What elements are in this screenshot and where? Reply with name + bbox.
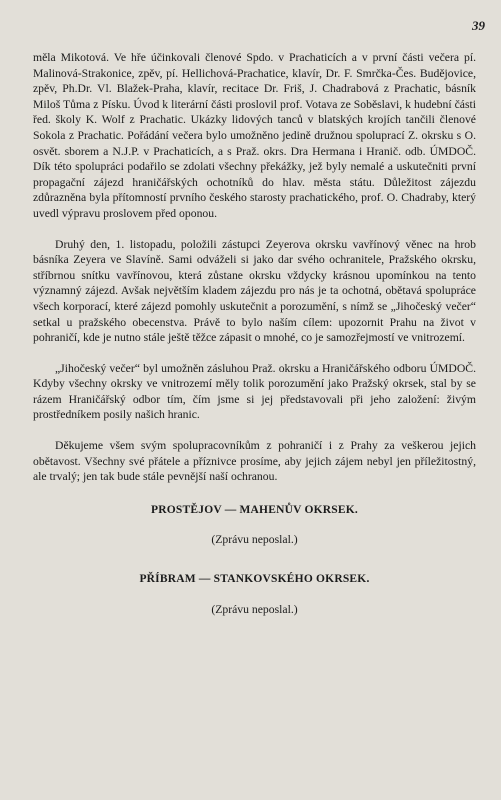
paragraph-1: měla Mikotová. Ve hře účinkovali členové Spdo. v Prachaticích a v první části večera pí. Malinová-Strakonice, zpěv, pí. Hellichová-Prachatice, klavír, Dr. F. Smrčka-Čes. Budějovice, zpěv, Ph.Dr. Vl. Blažek-Praha, klavír, recitace Dr. Friš, J. Chadrabová z Prachatic, básník Miloš Tůma z Písku. Úvod k literární části proslovil prof. Votava ze Soběslavi, k hudební části řed. školy K. Wolf z Prachatic. Ukázky lidových tanců v blatských krojích tančili členové Sokola z Prachatic. Pořádání večera bylo umožněno jedině družnou spoluprací Z. okrsku s O. osvět. sborem a N.J.P. v Prachaticích, a s Praž. okrs. Dra Hermana i Hranič. odb. ÚMDOČ. Dík této spolupráci podařilo se zdolati všechny překážky, jež byly nemalé a uskutečniti první propagační zájezd hraničářských ochotníků do hlav. města státu. Důležitost zájezdu zdůrazněna byla přítomností prvního českého starosty prachatického, prof. O. Chadraby, který uvedl výpravu proslovem před oponou. (33, 51, 476, 220)
article-body (33, 50, 476, 617)
section-heading-prostejov: PROSTĚJOV — MAHENŮV OKRSEK. (151, 503, 358, 516)
page-number: 39 (472, 18, 485, 33)
section-heading-pribram: PŘÍBRAM — STANKOVSKÉHO OKRSEK. (139, 573, 370, 586)
paragraph-2: Druhý den, 1. listopadu, položili zástupci Zeyerova okrsku vavřínový věnec na hrob básníka Zeyera ve Slavíně. Sami odváželi si jako dar svého ochranitele, Pražského okrsku, stříbrnou snítku vavřínovou, která zůstane okrsku vždycky krásnou upomínkou na tento významný zájezd. Avšak největším kladem zájezdu pro nás je ta ochotná, obětavá spolupráce všech korporací, které zájezd pomohly uskutečnit a porozumění, s nímž se „Jihočeský večer“ setkal u pražského obecenstva. Právě to bylo naším cílem: upozornit Prahu na život v pohraničí, kde je nutno stále ještě těžce zápasit o mnohé, co je samozřejmostí ve vnitrozemí. (33, 237, 476, 345)
paragraph-4: Děkujeme všem svým spolupracovníkům z pohraničí i z Prahy za veškerou jejich obětavost. Všechny své přátele a příznivce prosíme, aby jejich zájem nebyl jen příležitostný, ale trvalý; jen tak bude stále pevnější naší ochranou. (33, 439, 476, 484)
section-note-prostejov: (Zprávu neposlal.) (211, 533, 298, 547)
paragraph-3: „Jihočeský večer“ byl umožněn zásluhou Praž. okrsku a Hraničářského odboru ÚMDOČ. Kdyby všechny okrsky ve vnitrozemí měly tolik porozumění jako Pražský okrsek, stal by se rázem Hraničářský odbor tím, čím jsme si jej představovali při jeho založení: živým prostředníkem posily našich hranic. (33, 361, 476, 422)
section-note-pribram: (Zprávu neposlal.) (211, 602, 298, 616)
